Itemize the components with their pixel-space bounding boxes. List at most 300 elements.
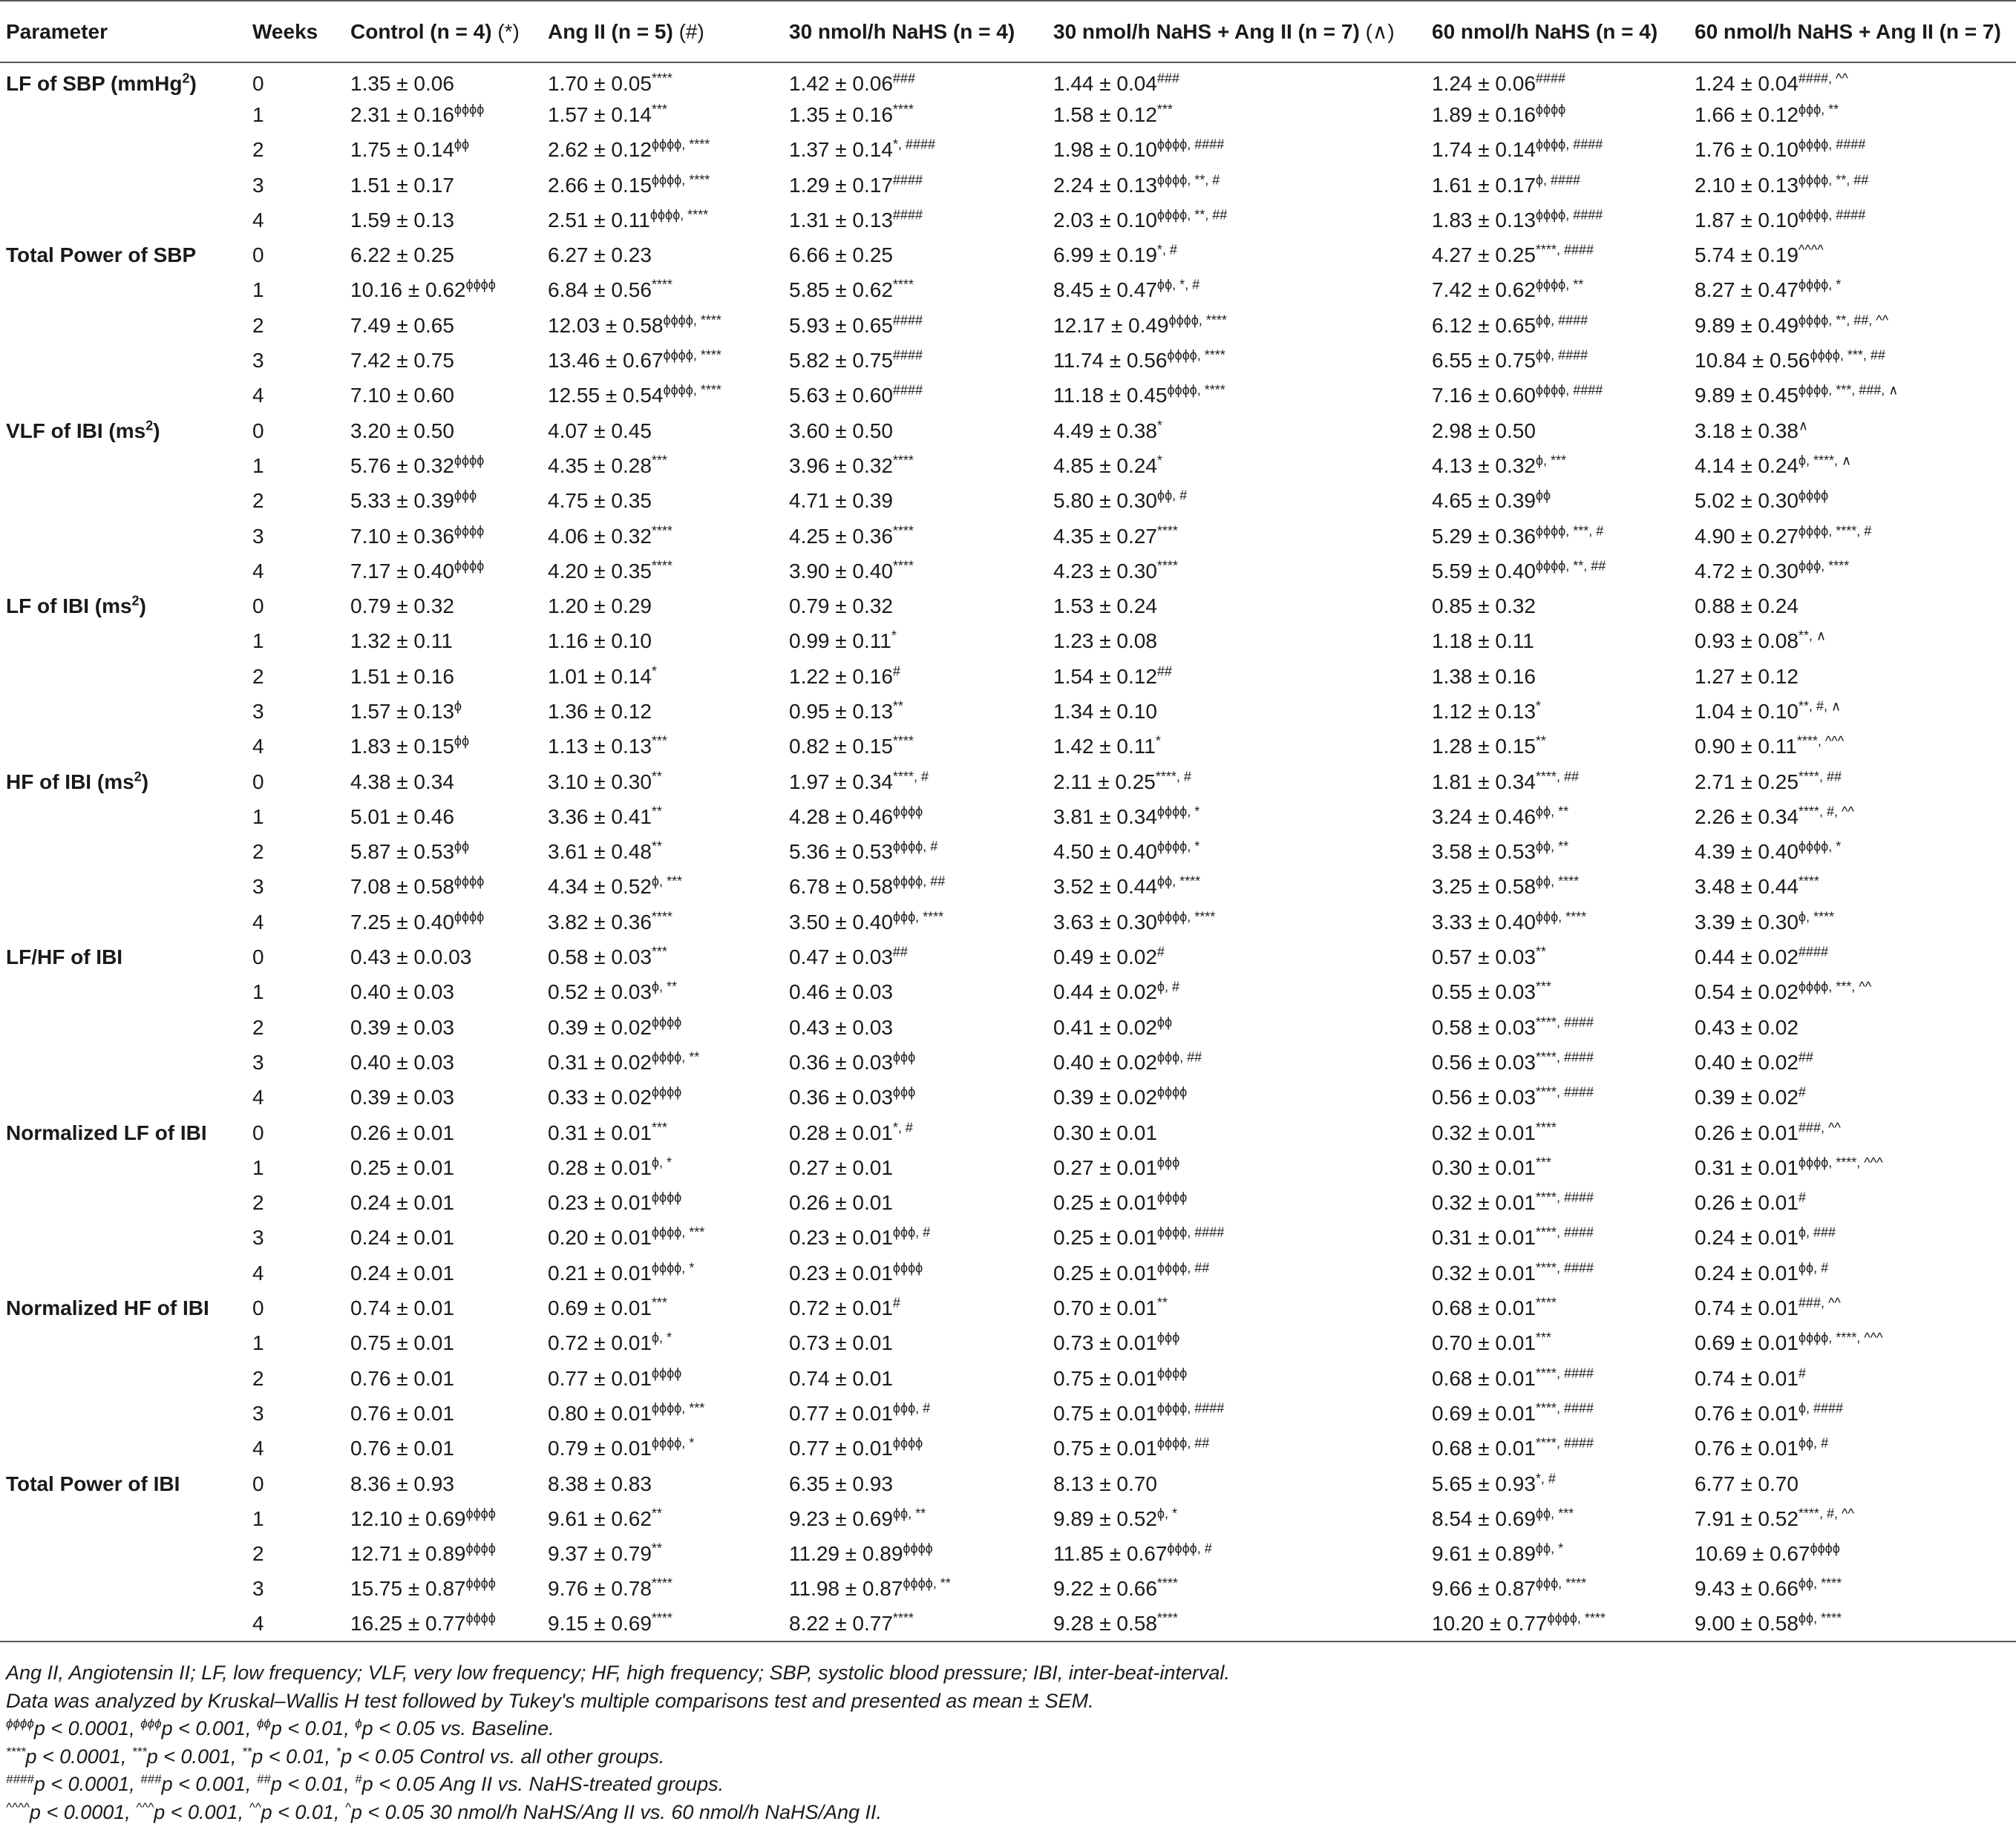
table-row [0,1186,2016,1221]
value-cell: 1.70 ± 0.05**** [548,70,672,96]
week-cell: 0 [252,594,264,618]
value-cell: 1.35 ± 0.06 [350,72,454,96]
header-group: 60 nmol/h NaHS + Ang II (n = 7) [1689,1,2016,62]
value-cell: 0.24 ± 0.01 [350,1226,454,1250]
value-cell: $2.62 \pm 0.12^{\phi\phi\phi\phi, ****}$ [548,137,710,162]
value-cell: 1.44 ± 0.04### [1053,70,1179,96]
parameter-cell [0,835,246,870]
value-cell: 1.51 ± 0.17 [350,173,454,197]
value-cell: 0.30 ± 0.01*** [1432,1155,1551,1179]
value-cell: $10.20 \pm 0.77^{\phi\phi\phi\phi, ****}$ [1426,1607,1689,1642]
value-cell: 4.20 ± 0.35**** [548,558,672,583]
week-cell: 4 [246,1607,344,1642]
table-row [0,1256,2016,1290]
table-row [0,378,2016,413]
value-cell: 0.49 ± 0.02# [1053,944,1165,969]
table-row [0,659,2016,694]
value-cell: 9.28 ± 0.58**** [1047,1607,1426,1642]
header-group: Ang II (n = 5) (#) [542,1,783,62]
header-group: Control (n = 4) (*) [344,1,542,62]
parameter-cell [0,1326,246,1361]
value-cell: 0.43 ± 0.0.03 [350,945,472,969]
table-row [0,835,2016,870]
value-cell: $11.18 \pm 0.45^{\phi\phi\phi\phi, ****}$ [1053,382,1225,407]
value-cell: 9.22 ± 0.66**** [1053,1576,1178,1601]
week-cell: 2 [252,840,264,864]
value-cell: $0.36 \pm 0.03^{\phi\phi\phi}$ [789,1049,916,1074]
table-row [0,1150,2016,1185]
value-cell: 9.15 ± 0.69**** [542,1607,783,1642]
parameter-cell [0,1607,246,1642]
value-cell: $4.14 \pm 0.24^{\phi, ****, \wedge}$ [1695,453,1852,477]
value-cell: 1.18 ± 0.11 [1432,629,1534,653]
value-cell: 9.76 ± 0.78**** [548,1576,672,1601]
table-row [0,1290,2016,1325]
value-cell: $6.78 \pm 0.58^{\phi\phi\phi\phi, \#\#}$ [789,874,946,899]
week-cell: 4 [252,735,264,758]
value-cell: 1.53 ± 0.24 [1053,594,1157,618]
value-cell: 3.61 ± 0.48** [548,839,662,864]
footnote-angii: ####p < 0.0001, ###p < 0.001, ##p < 0.01, #p < 0.05 Ang II vs. NaHS-treated groups. [6,1772,724,1795]
value-cell: $0.39 \pm 0.02^{\phi\phi\phi\phi}$ [1053,1084,1188,1109]
value-cell: $1.98 \pm 0.10^{\phi\phi\phi\phi, \#\#\#\#}$ [1053,137,1225,162]
value-cell: 0.32 ± 0.01**** [1432,1120,1557,1144]
parameter-cell [0,1186,246,1221]
table-row [0,1080,2016,1115]
value-cell: $2.51 \pm 0.11^{\phi\phi\phi\phi, ****}$ [548,207,709,232]
header-group: 30 nmol/h NaHS + Ang II (n = 7) (∧) [1047,1,1426,62]
value-cell: $1.57 \pm 0.13^\phi$ [350,698,462,723]
value-cell: $0.76 \pm 0.01^{\phi\phi, \#}$ [1695,1435,1829,1460]
value-cell: 0.39 ± 0.03 [350,1015,454,1039]
value-cell: $4.50 \pm 0.40^{\phi\phi\phi\phi, *}$ [1053,839,1200,864]
parameter-cell [0,519,246,554]
parameter-cell [0,378,246,413]
table-row [0,554,2016,588]
parameter-cell: Total Power of IBI [6,1472,180,1495]
week-cell: 0 [252,1472,264,1495]
footnote-nahs: ^^^^p < 0.0001, ^^^p < 0.001, ^^p < 0.01, ^p < 0.05 30 nmol/h NaHS/Ang II vs. 60 nmol/h NaHS/Ang II. [6,1800,883,1823]
value-cell: $9.89 \pm 0.45^{\phi\phi\phi\phi, ***, \#\#\#, \wedge}$ [1695,382,1899,407]
value-cell: 0.58 ± 0.03****, #### [1432,1014,1594,1039]
value-cell: 1.34 ± 0.10 [1053,699,1157,723]
week-cell: 2 [252,664,264,688]
value-cell: 0.76 ± 0.01 [350,1401,454,1425]
value-cell: 3.90 ± 0.40**** [789,558,914,583]
value-cell: $0.27 \pm 0.01^{\phi\phi\phi}$ [1053,1155,1180,1179]
value-cell: 0.70 ± 0.01*** [1432,1331,1551,1355]
value-cell: 9.61 ± 0.62** [548,1506,662,1530]
value-cell: $3.63 \pm 0.30^{\phi\phi\phi\phi, ****}$ [1053,909,1216,934]
parameter-cell [0,1045,246,1080]
parameter-cell [0,1501,246,1536]
value-cell: 4.71 ± 0.39 [789,489,893,513]
value-cell: 1.32 ± 0.11 [350,629,453,653]
week-cell: 3 [252,875,264,899]
value-cell: $0.23 \pm 0.01^{\phi\phi\phi, \#}$ [789,1225,931,1250]
value-cell: $4.13 \pm 0.32^{\phi, ***}$ [1432,453,1567,477]
week-cell: 1 [252,1331,264,1355]
footnote-analysis: Data was analyzed by Kruskal–Wallis H test followed by Tukey's multiple comparisons test and presented as mean ± SEM. [6,1689,1094,1712]
value-cell: 1.58 ± 0.12*** [1053,102,1173,126]
parameter-cell [0,133,246,168]
value-cell: $9.00 \pm 0.58^{\phi\phi, ****}$ [1689,1607,2016,1642]
value-cell: 0.68 ± 0.01****, #### [1432,1365,1594,1390]
parameter-cell [0,1572,246,1607]
value-cell: 0.69 ± 0.01****, #### [1432,1400,1594,1425]
value-cell: $6.55 \pm 0.75^{\phi\phi, \#\#\#\#}$ [1432,347,1588,373]
value-cell: $12.03 \pm 0.58^{\phi\phi\phi\phi, ****}$ [548,312,721,337]
value-cell: 8.38 ± 0.83 [548,1472,652,1495]
value-cell: $11.85 \pm 0.67^{\phi\phi\phi\phi, \#}$ [1053,1541,1212,1566]
value-cell: 5.74 ± 0.19^^^^ [1695,242,1824,267]
value-cell: 4.25 ± 0.36**** [789,523,914,548]
value-cell: 6.84 ± 0.56**** [548,278,672,302]
parameter-cell [0,308,246,343]
value-cell: $0.31 \pm 0.02^{\phi\phi\phi\phi, **}$ [548,1049,700,1074]
table-row [0,1115,2016,1150]
value-cell: 0.24 ± 0.01 [350,1261,454,1285]
value-cell: 0.32 ± 0.01****, #### [1432,1190,1594,1215]
value-cell: 1.24 ± 0.06#### [1432,70,1565,96]
value-cell: 5.01 ± 0.46 [350,804,454,828]
parameter-cell [0,448,246,483]
value-cell: 5.82 ± 0.75#### [789,347,923,373]
week-cell: 3 [252,173,264,197]
value-cell: 1.42 ± 0.11* [1053,733,1161,758]
week-cell: 4 [252,1261,264,1285]
value-cell: $12.10 \pm 0.69^{\phi\phi\phi\phi}$ [350,1506,496,1530]
table-row [0,308,2016,343]
table-row [0,343,2016,378]
value-cell: $2.31 \pm 0.16^{\phi\phi\phi\phi}$ [350,102,485,126]
value-cell: 0.74 ± 0.01 [789,1366,893,1390]
value-cell: $11.29 \pm 0.89^{\phi\phi\phi\phi}$ [789,1541,933,1566]
value-cell: $1.66 \pm 0.12^{\phi\phi\phi, **}$ [1695,102,1839,126]
value-cell: 0.27 ± 0.01 [789,1155,893,1179]
value-cell: $2.24 \pm 0.13^{\phi\phi\phi\phi, **, \#}$ [1053,172,1220,197]
value-cell: 3.10 ± 0.30** [548,769,662,793]
value-cell: $10.84 \pm 0.56^{\phi\phi\phi\phi, ***, \#\#}$ [1695,347,1885,373]
value-cell: 1.22 ± 0.16# [789,663,900,688]
table-row [0,905,2016,939]
value-cell: 0.26 ± 0.01###, ^^ [1695,1120,1841,1144]
value-cell: 0.40 ± 0.03 [350,1050,454,1074]
parameter-cell [0,1256,246,1290]
week-cell: 1 [252,1506,264,1530]
footnote-control: ****p < 0.0001, ***p < 0.001, **p < 0.01, *p < 0.05 Control vs. all other groups. [6,1744,665,1768]
table-row [0,799,2016,834]
parameter-cell [0,1150,246,1185]
value-cell: 1.57 ± 0.14*** [548,102,667,126]
value-cell: $15.75 \pm 0.87^{\phi\phi\phi\phi}$ [350,1576,496,1601]
value-cell: $12.71 \pm 0.89^{\phi\phi\phi\phi}$ [350,1541,496,1566]
week-cell: 1 [252,278,264,302]
value-cell: 0.44 ± 0.02#### [1695,944,1828,969]
value-cell: $12.55 \pm 0.54^{\phi\phi\phi\phi, ****}$ [548,382,721,407]
value-cell: 0.74 ± 0.01# [1695,1365,1806,1390]
value-cell: 0.43 ± 0.03 [789,1015,893,1039]
table-row [0,975,2016,1010]
value-cell: $0.40 \pm 0.02^{\phi\phi\phi, \#\#}$ [1053,1049,1202,1074]
value-cell: 6.27 ± 0.23 [548,243,652,267]
table-row [0,97,2016,132]
value-cell: $0.75 \pm 0.01^{\phi\phi\phi\phi, \#\#\#\#}$ [1053,1400,1225,1425]
value-cell: $4.90 \pm 0.27^{\phi\phi\phi\phi, ****, \#}$ [1695,523,1872,548]
value-cell: 0.82 ± 0.15**** [789,733,914,758]
week-cell: 3 [252,524,264,548]
value-cell: $5.80 \pm 0.30^{\phi\phi, \#}$ [1053,488,1188,513]
week-cell: 4 [252,910,264,934]
value-cell: 3.48 ± 0.44**** [1695,874,1819,899]
value-cell: $8.54 \pm 0.69^{\phi\phi, ***}$ [1432,1506,1574,1530]
value-cell: 4.27 ± 0.25****, #### [1432,242,1594,267]
value-cell: 3.36 ± 0.41** [548,804,662,828]
week-cell: 3 [252,1401,264,1425]
value-cell: 7.42 ± 0.75 [350,349,454,373]
week-cell: 3 [252,349,264,373]
value-cell: $0.72 \pm 0.01^{\phi, *}$ [548,1331,672,1355]
value-cell: 1.27 ± 0.12 [1695,664,1799,688]
parameter-cell: LF of SBP (mmHg$^2$) [6,70,197,96]
table-row [0,168,2016,203]
parameter-cell [0,168,246,203]
header-group: 60 nmol/h NaHS (n = 4) [1426,1,1689,62]
parameter-cell: Total Power of SBP [6,243,197,267]
value-cell: $0.77 \pm 0.01^{\phi\phi\phi\phi}$ [548,1365,682,1390]
week-cell: 0 [252,770,264,793]
value-cell: 0.26 ± 0.01 [350,1121,454,1144]
value-cell: 0.74 ± 0.01###, ^^ [1695,1295,1841,1320]
value-cell: 7.10 ± 0.60 [350,384,454,407]
value-cell: $5.59 \pm 0.40^{\phi\phi\phi\phi, **, \#\#}$ [1432,558,1606,583]
value-cell: $1.89 \pm 0.16^{\phi\phi\phi\phi}$ [1432,102,1566,126]
table-row [0,624,2016,659]
value-cell: $0.75 \pm 0.01^{\phi\phi\phi\phi}$ [1053,1365,1188,1390]
week-cell: 0 [252,72,264,96]
value-cell: 0.39 ± 0.02# [1695,1084,1806,1109]
week-cell: 1 [252,102,264,126]
value-cell: $0.77 \pm 0.01^{\phi\phi\phi, \#}$ [789,1400,931,1425]
value-cell: $3.52 \pm 0.44^{\phi\phi, ****}$ [1053,874,1201,899]
table-row [0,1396,2016,1431]
value-cell: $0.28 \pm 0.01^{\phi, *}$ [548,1155,672,1179]
table-row [0,588,2016,623]
value-cell: $2.03 \pm 0.10^{\phi\phi\phi\phi, **, \#\#}$ [1053,207,1228,232]
week-cell: 0 [252,1296,264,1320]
value-cell: 1.81 ± 0.34****, ## [1432,769,1579,793]
value-cell: 1.51 ± 0.16 [350,664,454,688]
week-cell: 1 [252,1155,264,1179]
value-cell: 0.79 ± 0.32 [789,594,893,618]
value-cell: $0.36 \pm 0.03^{\phi\phi\phi}$ [789,1084,916,1109]
week-cell: 3 [252,1226,264,1250]
value-cell: 1.59 ± 0.13 [350,208,454,232]
value-cell: 0.55 ± 0.03*** [1432,980,1551,1004]
value-cell: 0.43 ± 0.02 [1695,1015,1799,1039]
value-cell: $1.83 \pm 0.13^{\phi\phi\phi\phi, \#\#\#\#}$ [1432,207,1603,232]
value-cell: $7.17 \pm 0.40^{\phi\phi\phi\phi}$ [350,558,485,583]
value-cell: $5.02 \pm 0.30^{\phi\phi\phi\phi}$ [1695,488,1829,513]
value-cell: $9.89 \pm 0.52^{\phi, *}$ [1053,1506,1178,1530]
value-cell: 0.68 ± 0.01****, #### [1432,1435,1594,1460]
parameter-cell [0,554,246,588]
value-cell: 6.99 ± 0.19*, # [1053,242,1177,267]
value-cell: $10.16 \pm 0.62^{\phi\phi\phi\phi}$ [350,278,496,302]
value-cell: $3.24 \pm 0.46^{\phi\phi, **}$ [1432,804,1569,828]
parameter-cell [0,1010,246,1045]
value-cell: 4.49 ± 0.38* [1053,418,1162,442]
value-cell: 0.79 ± 0.32 [350,594,454,618]
value-cell: $11.74 \pm 0.56^{\phi\phi\phi\phi, ****}$ [1053,347,1225,373]
parameter-cell [0,1361,246,1396]
week-cell: 0 [252,1121,264,1144]
value-cell: $1.74 \pm 0.14^{\phi\phi\phi\phi, \#\#\#\#}$ [1432,137,1603,162]
parameter-cell [0,1080,246,1115]
table-row [0,448,2016,483]
table-row [0,1010,2016,1045]
week-cell: 4 [252,208,264,232]
table-row [0,484,2016,519]
value-cell: $0.24 \pm 0.01^{\phi\phi, \#}$ [1695,1260,1829,1285]
value-cell: $4.28 \pm 0.46^{\phi\phi\phi\phi}$ [789,804,923,828]
value-cell: 4.23 ± 0.30**** [1053,558,1178,583]
value-cell: 8.13 ± 0.70 [1053,1472,1157,1495]
value-cell: 1.28 ± 0.15** [1432,733,1546,758]
table-row [0,939,2016,974]
parameter-cell [0,1431,246,1466]
value-cell: $8.45 \pm 0.47^{\phi\phi, *, \#}$ [1053,278,1200,302]
parameter-cell [0,975,246,1010]
parameter-cell [0,799,246,834]
value-cell: 1.13 ± 0.13*** [548,733,667,758]
week-cell: 1 [252,629,264,653]
value-cell: $1.75 \pm 0.14^{\phi\phi}$ [350,137,470,162]
value-cell: 0.31 ± 0.01****, #### [1432,1225,1594,1250]
value-cell: 0.70 ± 0.01** [1053,1295,1168,1320]
week-cell: 3 [252,1050,264,1074]
value-cell: 4.06 ± 0.32**** [548,523,672,548]
value-cell: $7.42 \pm 0.62^{\phi\phi\phi\phi, **}$ [1432,278,1584,302]
value-cell: $0.21 \pm 0.01^{\phi\phi\phi\phi, *}$ [548,1260,695,1285]
table-row [0,764,2016,799]
value-cell: $5.87 \pm 0.53^{\phi\phi}$ [350,839,470,864]
value-cell: $0.77 \pm 0.01^{\phi\phi\phi\phi}$ [789,1435,923,1460]
value-cell: 0.26 ± 0.01# [1695,1190,1806,1215]
table-row [0,1607,2016,1642]
value-cell: $9.23 \pm 0.69^{\phi\phi, **}$ [789,1506,926,1530]
value-cell: $0.23 \pm 0.01^{\phi\phi\phi\phi}$ [548,1190,682,1215]
value-cell: $0.73 \pm 0.01^{\phi\phi\phi}$ [1053,1331,1180,1355]
value-cell: $0.33 \pm 0.02^{\phi\phi\phi\phi}$ [548,1084,682,1109]
value-cell: $4.34 \pm 0.52^{\phi, ***}$ [548,874,683,899]
value-cell: 0.25 ± 0.01 [350,1155,454,1179]
value-cell: 1.12 ± 0.13* [1432,698,1541,723]
value-cell: $0.24 \pm 0.01^{\phi, \#\#\#}$ [1695,1225,1836,1250]
value-cell: 2.26 ± 0.34****, #, ^^ [1695,804,1854,828]
value-cell: 1.54 ± 0.12## [1053,663,1172,688]
value-cell: 6.66 ± 0.25 [789,243,893,267]
week-cell: 2 [252,313,264,337]
value-cell: $3.33 \pm 0.40^{\phi\phi\phi, ****}$ [1432,909,1587,934]
value-cell: $3.39 \pm 0.30^{\phi, ****}$ [1695,909,1835,934]
value-cell: 6.22 ± 0.25 [350,243,454,267]
value-cell: $8.27 \pm 0.47^{\phi\phi\phi\phi, *}$ [1695,278,1842,302]
value-cell: 4.35 ± 0.27**** [1053,523,1178,548]
week-cell: 2 [252,489,264,513]
parameter-cell [0,203,246,237]
value-cell: $7.25 \pm 0.40^{\phi\phi\phi\phi}$ [350,909,485,934]
value-cell: $10.69 \pm 0.67^{\phi\phi\phi\phi}$ [1695,1541,1840,1566]
value-cell: 0.40 ± 0.02## [1695,1049,1813,1074]
header-weeks: Weeks [246,1,344,62]
value-cell: $3.50 \pm 0.40^{\phi\phi\phi, ****}$ [789,909,944,934]
value-cell: 8.22 ± 0.77**** [783,1607,1047,1642]
table-row [0,133,2016,168]
value-cell: $3.81 \pm 0.34^{\phi\phi\phi\phi, *}$ [1053,804,1200,828]
value-cell: $6.12 \pm 0.65^{\phi\phi, \#\#\#\#}$ [1432,312,1588,337]
value-cell: $0.54 \pm 0.02^{\phi\phi\phi\phi, ***, \^{}\^{}}$ [1695,980,1872,1004]
value-cell: 4.07 ± 0.45 [548,419,652,442]
value-cell: 0.69 ± 0.01*** [548,1295,667,1320]
value-cell: 5.63 ± 0.60#### [789,382,923,407]
table-row [0,870,2016,905]
week-cell: 2 [252,1366,264,1390]
parameter-cell [0,343,246,378]
value-cell: $0.39 \pm 0.02^{\phi\phi\phi\phi}$ [548,1014,682,1039]
value-cell: $0.20 \pm 0.01^{\phi\phi\phi\phi, ***}$ [548,1225,705,1250]
value-cell: 0.68 ± 0.01**** [1432,1295,1557,1320]
value-cell: $0.69 \pm 0.01^{\phi\phi\phi\phi, ****, \^{}\^{}\^{}}$ [1695,1331,1883,1355]
value-cell: $0.31 \pm 0.01^{\phi\phi\phi\phi, ****, \^{}\^{}\^{}}$ [1695,1155,1883,1179]
parameter-cell [0,484,246,519]
week-cell: 4 [252,1437,264,1460]
value-cell: 0.93 ± 0.08**, ∧ [1695,629,1827,653]
value-cell: $5.36 \pm 0.53^{\phi\phi\phi\phi, \#}$ [789,839,938,864]
value-cell: 0.31 ± 0.01*** [548,1120,667,1144]
value-cell: $9.43 \pm 0.66^{\phi\phi, ****}$ [1695,1576,1842,1601]
week-cell: 3 [252,1577,264,1601]
parameter-cell [0,624,246,659]
value-cell: 9.37 ± 0.79** [548,1541,662,1566]
table-row [0,1361,2016,1396]
value-cell: 0.99 ± 0.11* [789,629,897,653]
value-cell: $0.23 \pm 0.01^{\phi\phi\phi\phi}$ [789,1260,923,1285]
value-cell: 7.49 ± 0.65 [350,313,454,337]
parameter-cell [0,273,246,308]
value-cell: 8.36 ± 0.93 [350,1472,454,1495]
value-cell: $5.76 \pm 0.32^{\phi\phi\phi\phi}$ [350,453,485,477]
table-row [0,1326,2016,1361]
value-cell: 0.88 ± 0.24 [1695,594,1799,618]
value-cell: 4.85 ± 0.24* [1053,453,1162,477]
value-cell: $0.80 \pm 0.01^{\phi\phi\phi\phi, ***}$ [548,1400,705,1425]
week-cell: 3 [252,699,264,723]
value-cell: 5.85 ± 0.62**** [789,278,914,302]
value-cell: 0.56 ± 0.03****, #### [1432,1049,1594,1074]
value-cell: $12.17 \pm 0.49^{\phi\phi\phi\phi, ****}$ [1053,312,1227,337]
value-cell: $7.10 \pm 0.36^{\phi\phi\phi\phi}$ [350,523,485,548]
parameter-cell [0,1396,246,1431]
value-cell: $2.10 \pm 0.13^{\phi\phi\phi\phi, **, \#\#}$ [1695,172,1869,197]
value-cell: 0.95 ± 0.13** [789,698,903,723]
value-cell: 3.82 ± 0.36**** [548,909,672,934]
value-cell: 0.26 ± 0.01 [789,1191,893,1215]
table-row [0,273,2016,308]
value-cell: $0.25 \pm 0.01^{\phi\phi\phi\phi, \#\#\#\#}$ [1053,1225,1225,1250]
table-row [0,1431,2016,1466]
value-cell: $4.39 \pm 0.40^{\phi\phi\phi\phi, *}$ [1695,839,1842,864]
